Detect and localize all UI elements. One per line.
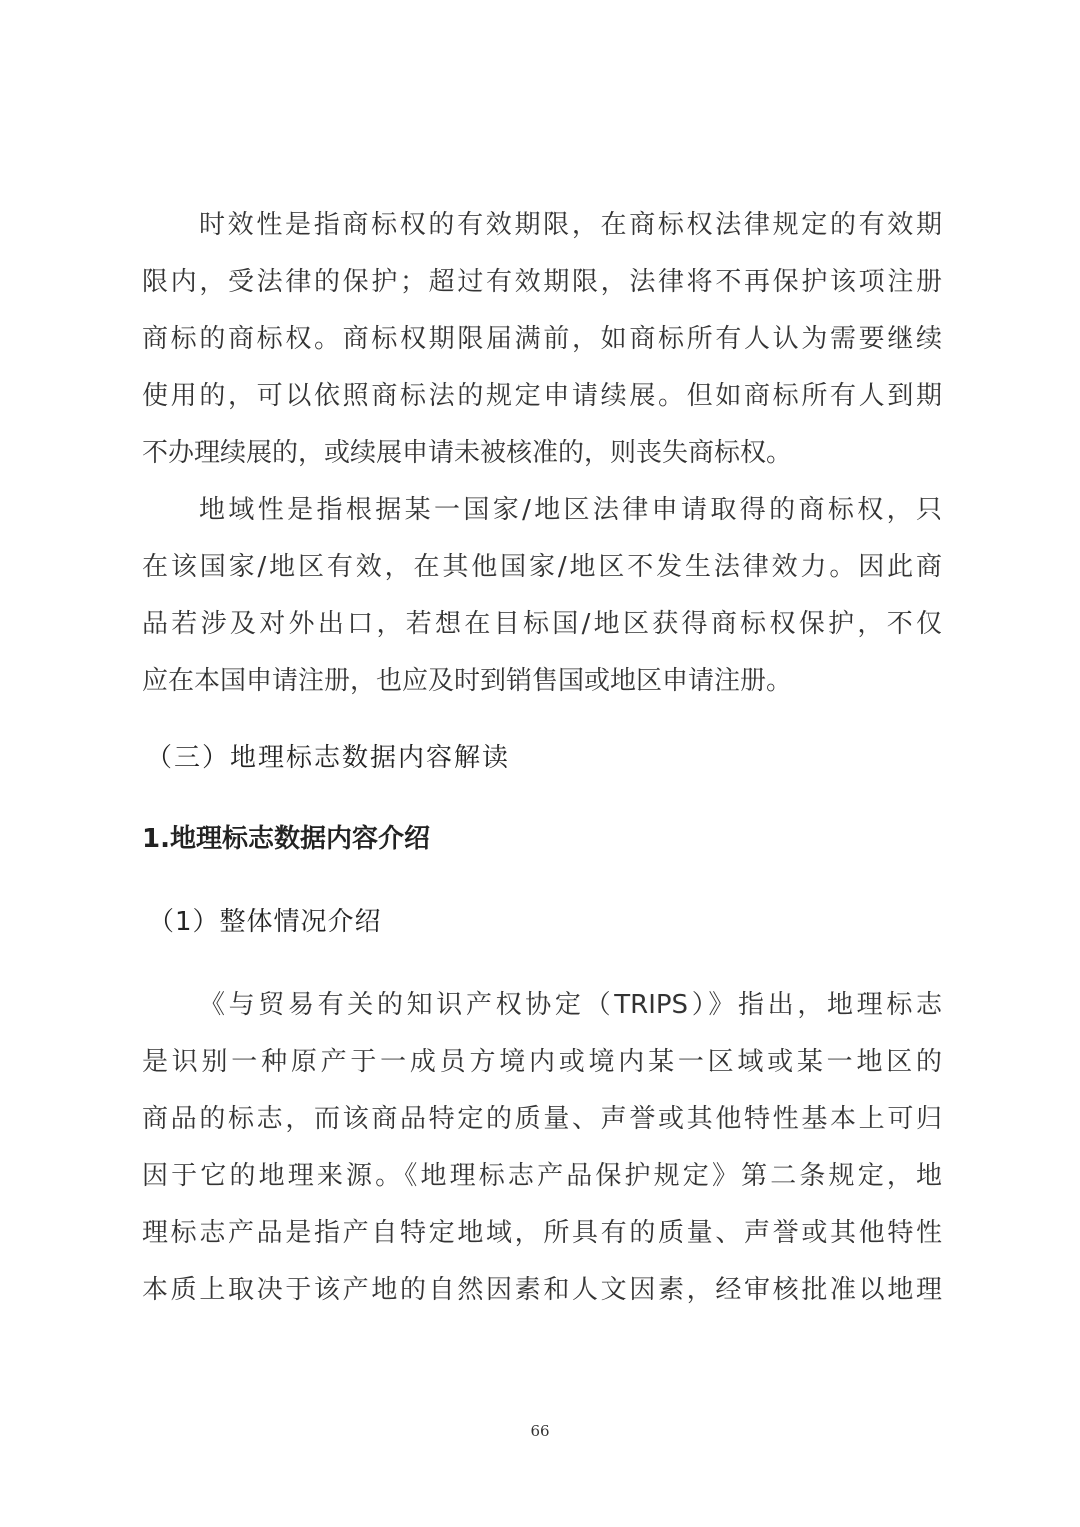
paragraph-line: 地域性是指根据某一国家/地区法律申请取得的商标权，只 bbox=[199, 495, 942, 525]
paragraph-line: 应在本国申请注册，也应及时到销售国或地区申请注册。 bbox=[142, 666, 793, 696]
subsection-heading: 1.地理标志数据内容介绍 bbox=[142, 824, 430, 854]
paragraph-line: 使用的，可以依照商标法的规定申请续展。但如商标所有人到期 bbox=[142, 381, 942, 411]
paragraph-line: 在该国家/地区有效，在其他国家/地区不发生法律效力。因此商 bbox=[142, 552, 942, 582]
paragraph-line: 因于它的地理来源。《地理标志产品保护规定》第二条规定，地 bbox=[142, 1161, 942, 1191]
paragraph-line: 商标的商标权。商标权期限届满前，如商标所有人认为需要继续 bbox=[142, 324, 942, 354]
paragraph-line: 《与贸易有关的知识产权协定（TRIPS）》指出，地理标志 bbox=[199, 990, 942, 1020]
paragraph-line: 本质上取决于该产地的自然因素和人文因素，经审核批准以地理 bbox=[142, 1275, 942, 1305]
paragraph-line: 限内，受法律的保护；超过有效期限，法律将不再保护该项注册 bbox=[142, 267, 942, 297]
paragraph-line: 是识别一种原产于一成员方境内或境内某一区域或某一地区的 bbox=[142, 1047, 942, 1077]
section-heading: （三）地理标志数据内容解读 bbox=[146, 743, 511, 773]
paragraph-line: 不办理续展的，或续展申请未被核准的，则丧失商标权。 bbox=[142, 438, 793, 468]
subsubsection-heading: （1）整体情况介绍 bbox=[148, 907, 382, 937]
page-number: 66 bbox=[530, 1422, 550, 1440]
paragraph-line: 理标志产品是指产自特定地域，所具有的质量、声誉或其他特性 bbox=[142, 1218, 942, 1248]
paragraph-line: 时效性是指商标权的有效期限，在商标权法律规定的有效期 bbox=[199, 210, 942, 240]
paragraph-line: 品若涉及对外出口，若想在目标国/地区获得商标权保护，不仅 bbox=[142, 609, 942, 639]
paragraph-line: 商品的标志，而该商品特定的质量、声誉或其他特性基本上可归 bbox=[142, 1104, 942, 1134]
